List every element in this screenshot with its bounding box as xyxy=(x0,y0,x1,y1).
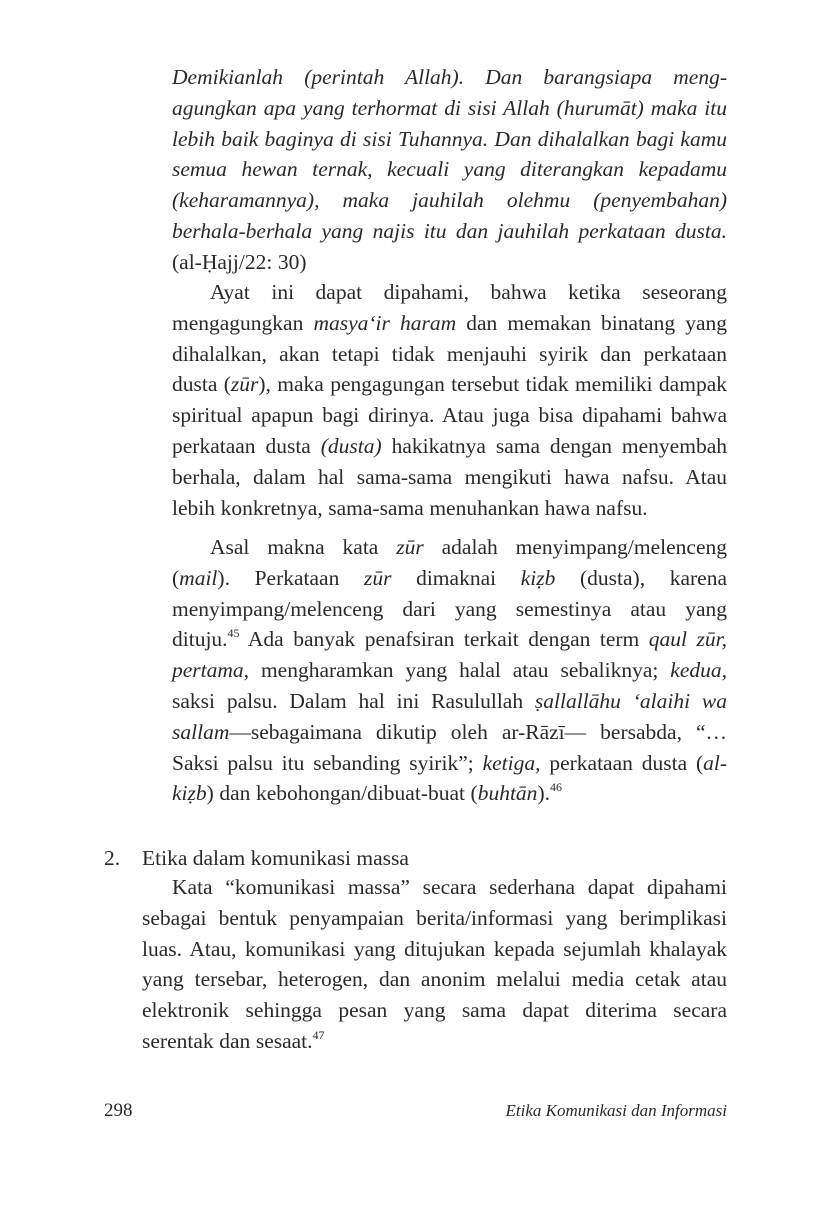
italic-term: mail xyxy=(179,565,218,590)
text-run: mengharamkan yang halal atau sebaliknya; xyxy=(249,658,671,683)
section-heading xyxy=(104,843,409,873)
paragraph-mass-communication xyxy=(142,872,727,1057)
italic-term: al-kiẓb xyxy=(172,750,727,806)
quote-reference: (al-Ḥajj/22: 30) xyxy=(172,249,307,274)
text-run: Ayat ini dapat dipahami, bahwa ketika seseorang mengagungkan xyxy=(172,280,727,335)
text-run: ), maka pengagungan tersebut tidak memiliki dampak spiritual apapun bagi dirinya. Atau juga bisa dipahami bahwa perkataan dusta xyxy=(172,372,727,458)
footnote-ref-45[interactable]: 45 xyxy=(227,626,240,641)
paragraph-zur-meaning xyxy=(172,532,727,809)
text-run: ) dan kebohongan/dibuat-buat ( xyxy=(206,781,478,806)
paragraph-ayat-interpretation xyxy=(172,277,727,523)
section-title: Etika dalam komunikasi massa xyxy=(142,846,409,870)
text-run: —sebagaimana dikutip oleh ar-Rāzī— bersabda, “…Saksi palsu itu sebanding syirik”; xyxy=(172,719,727,775)
text-run: saksi palsu. Dalam hal ini Rasulullah xyxy=(172,688,535,713)
text-run: Ada banyak penafsiran terkait dengan term xyxy=(239,627,649,652)
italic-term: zūr xyxy=(363,565,392,590)
italic-term: (dusta) xyxy=(320,433,382,458)
text-run: Kata “komunikasi massa” secara sederhana dapat dipahami sebagai bentuk penyampaian berita/informasi yang berimplikasi luas. Atau, komunikasi yang ditujukan kepada sejumlah khalayak yang tersebar, heterogen, dan anonim melalui media cetak atau elektronik sehingga pesan yang sama dapat diterima secara serentak dan sesaat. xyxy=(142,875,727,1053)
italic-term: qaul zūr, pertama, xyxy=(172,627,727,683)
text-run: dan memakan binatang yang dihalalkan, akan tetapi tidak menjauhi syirik dan perkataan dusta ( xyxy=(172,310,727,397)
running-title: Etika Komunikasi dan Informasi xyxy=(505,1101,727,1120)
quote-text: Demikianlah (perintah Allah). Dan barangsiapa meng-agungkan apa yang terhormat di sisi Allah (hurumāt) maka itu lebih baik baginya di sisi Tuhannya. Dan dihalalkan bagi kamu semua hewan ternak, kecuali yang diterangkan kepadamu (keharamannya), maka jauhilah olehmu (penyembahan) berhala-berhala yang najis itu dan jauhilah perkataan dusta. xyxy=(172,65,727,243)
italic-term: ketiga, xyxy=(482,750,541,775)
italic-term: buhtān xyxy=(477,781,538,806)
italic-term: ṣallallāhu ‘alaihi wa sallam xyxy=(172,688,727,744)
footnote-ref-46[interactable]: 46 xyxy=(549,780,562,795)
quran-translation-quote xyxy=(172,62,727,278)
italic-term: kiẓb xyxy=(520,565,556,590)
section-number: 2. xyxy=(104,846,121,870)
italic-term: zūr xyxy=(396,535,424,559)
text-run: perkataan dusta ( xyxy=(540,750,704,775)
text-run: adalah menyimpang/melenceng ( xyxy=(172,535,727,590)
text-run: dimaknai xyxy=(391,565,521,590)
text-run: ). Perkataan xyxy=(217,565,364,590)
text-run: ). xyxy=(537,781,550,806)
italic-term: zūr xyxy=(230,372,259,397)
text-run: (dusta), karena menyimpang/melenceng dari yang semestinya atau yang dituju. xyxy=(172,565,728,652)
italic-term: masya‘ir haram xyxy=(313,310,457,335)
page-number: 298 xyxy=(104,1100,133,1121)
footnote-ref-47[interactable]: 47 xyxy=(312,1027,325,1042)
italic-term: kedua, xyxy=(670,658,727,683)
text-run: Asal makna kata xyxy=(210,535,397,559)
text-run: hakikatnya sama dengan menyembah berhala, dalam hal sama-sama mengikuti hawa nafsu. Atau lebih konkretnya, sama-sama menuhankan hawa nafsu. xyxy=(172,433,727,520)
